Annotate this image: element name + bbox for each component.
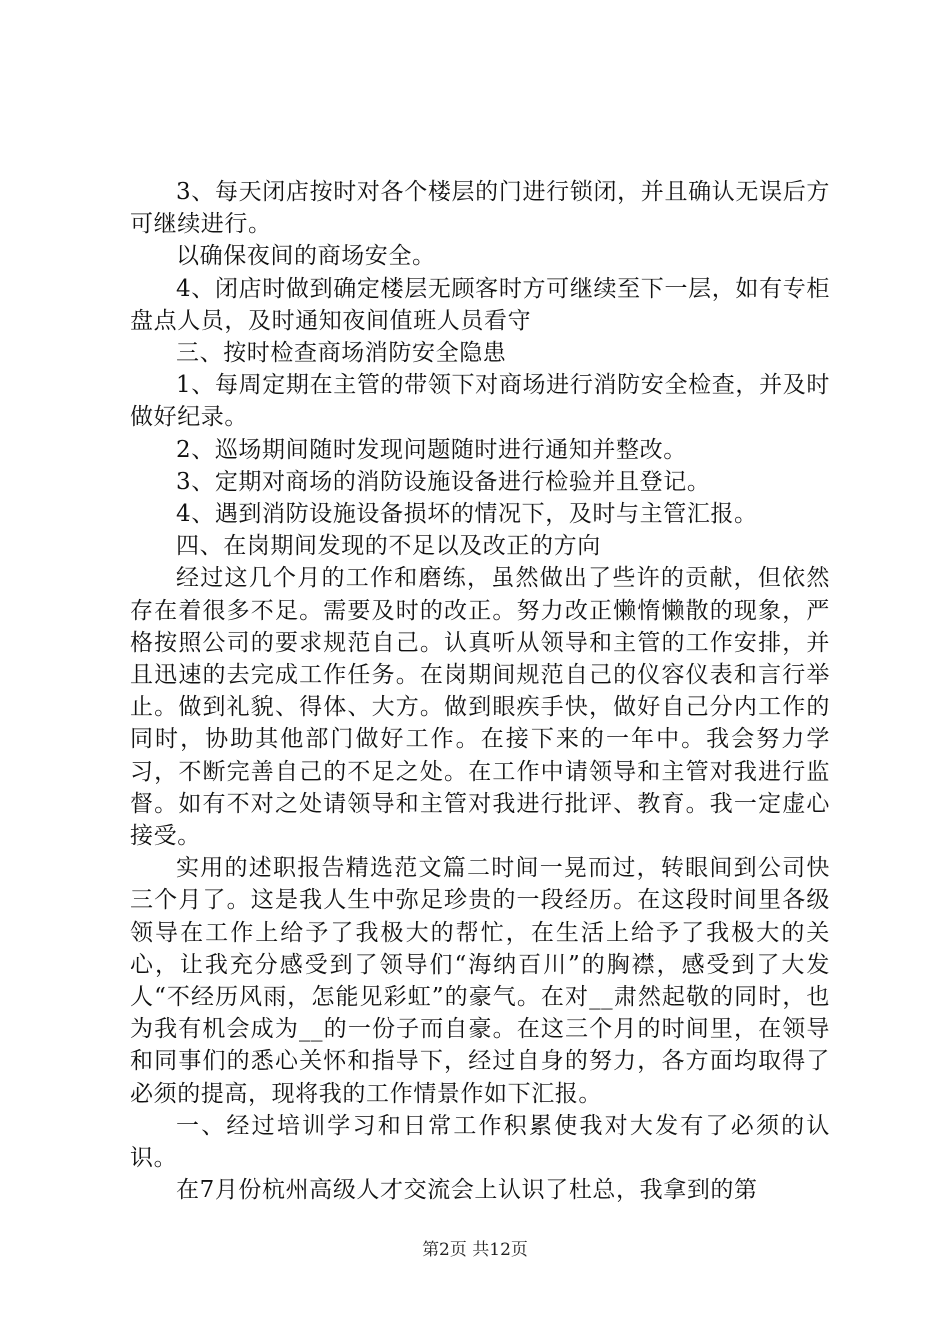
paragraph-8: 4、遇到消防设施设备损坏的情况下，及时与主管汇报。 [176,501,758,528]
paragraph-1: 3、每天闭店按时对各个楼层的门进行锁闭，并且确认无误后方可继续进行。 [130,179,830,238]
paragraph-11: 实用的述职报告精选范文篇二时间一晃而过，转眼间到公司快三个月了。这是我人生中弥足珍贵的一段经历。在这段时间里各级领导在工作上给予了我极大的帮忙，在生活上给予了我极大的关心，让我充分感受到了领导们“海纳百川”的胸襟，感受到了大发人“不经历风雨，怎能见彩虹”的豪气。在对__肃然起敬的同时，也为我有机会成为__的一份子而自豪。在这三个月的时间里，在领导和同事们的悉心关怀和指导下，经过自身的努力，各方面均取得了必须的提高，现将我的工作情景作如下汇报。 [130,855,830,1107]
paragraph-12: 一、经过培训学习和日常工作积累使我对大发有了必须的认识。 [130,1112,830,1172]
paragraph-6: 2、巡场期间随时发现问题随时进行通知并整改。 [176,436,687,463]
document-body [130,176,830,1207]
paragraph-7: 3、定期对商场的消防设施设备进行检验并且登记。 [176,468,711,495]
section-heading-4: 四、在岗期间发现的不足以及改正的方向 [176,533,601,560]
section-heading-3: 三、按时检查商场消防安全隐患 [176,340,507,367]
paragraph-2: 以确保夜间的商场安全。 [176,243,436,270]
paragraph-10: 经过这几个月的工作和磨练，虽然做出了些许的贡献，但依然存在着很多不足。需要及时的改正。努力改正懒惰懒散的现象，严格按照公司的要求规范自己。认真听从领导和主管的工作安排，并且迅速的去完成工作任务。在岗期间规范自己的仪容仪表和言行举止。做到礼貌、得体、大方。做到眼疾手快，做好自己分内工作的同时，协助其他部门做好工作。在接下来的一年中。我会努力学习，不断完善自己的不足之处。在工作中请领导和主管对我进行监督。如有不对之处请领导和主管对我进行批评、教育。我一定虚心接受。 [130,565,830,850]
paragraph-13: 在7月份杭州高级人才交流会上认识了杜总，我拿到的第 [176,1177,758,1204]
paragraph-3: 4、闭店时做到确定楼层无顾客时方可继续至下一层，如有专柜盘点人员，及时通知夜间值班人员看守 [130,275,830,334]
paragraph-5: 1、每周定期在主管的带领下对商场进行消防安全检查，并及时做好纪录。 [130,372,830,431]
page-footer: 第2页 共12页 [422,1240,528,1260]
